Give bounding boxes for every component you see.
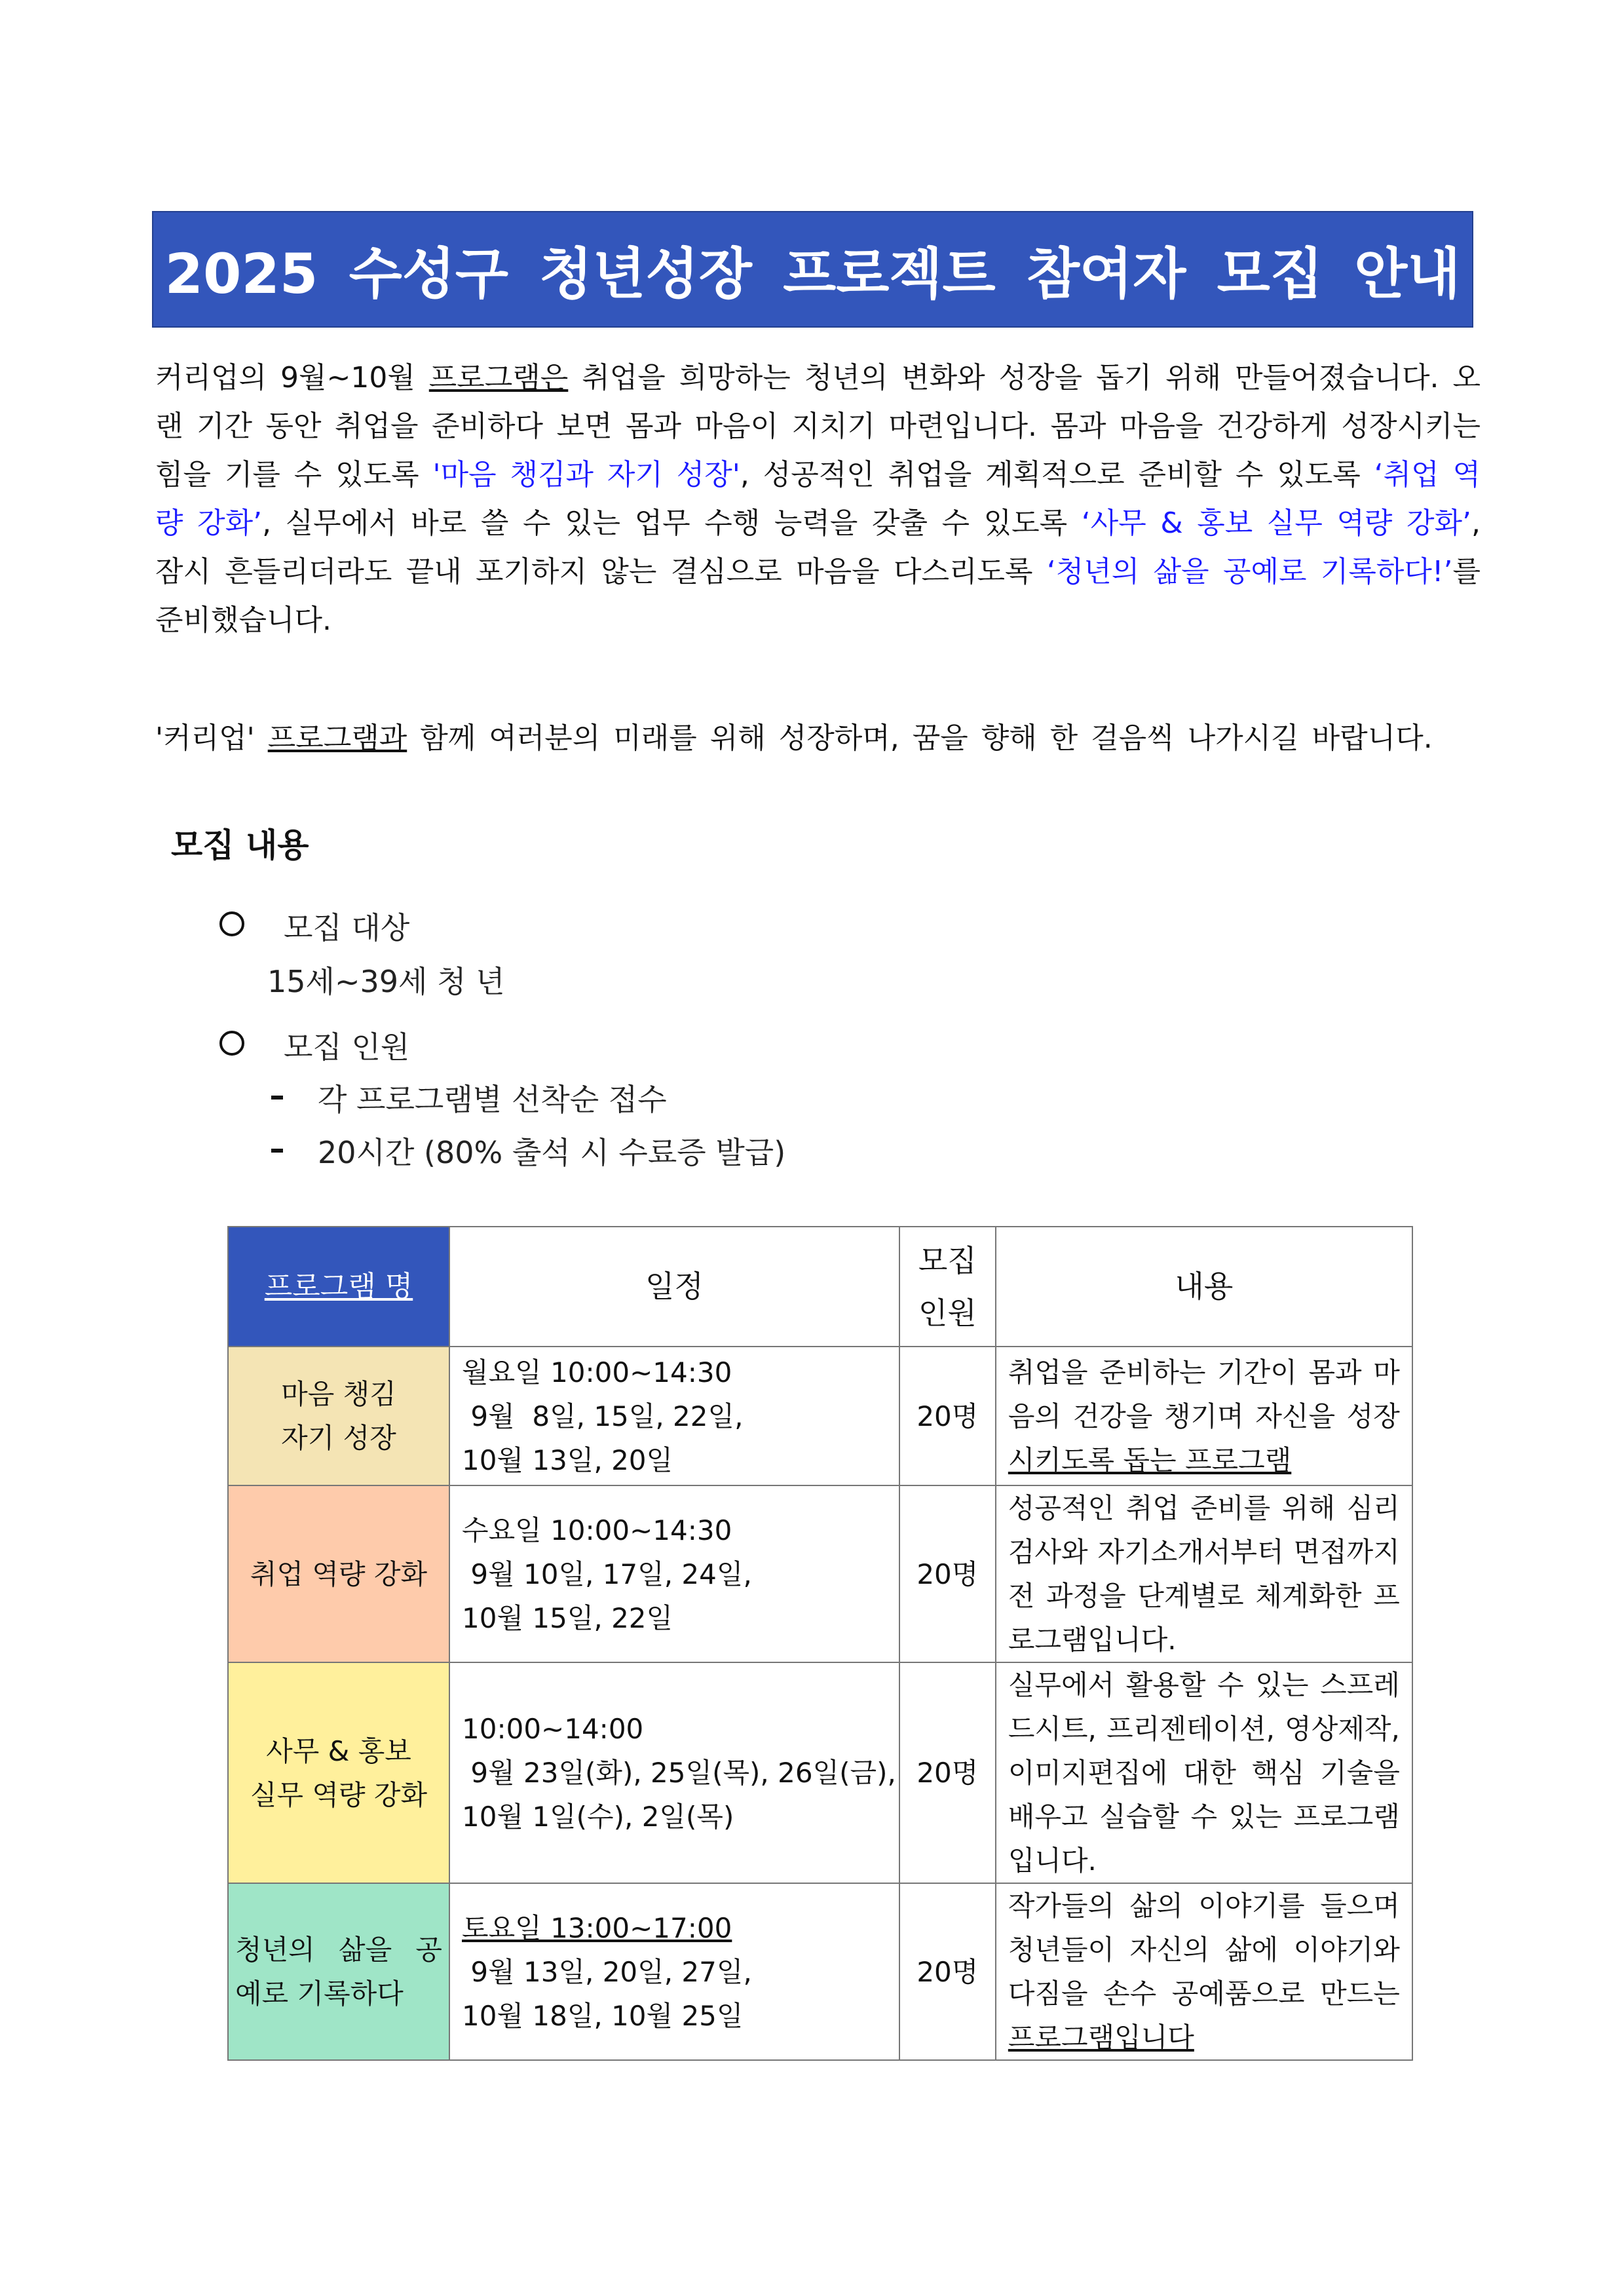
text: 예로 기록하다: [235, 1978, 404, 2010]
text: 로그램입니다.: [1008, 1624, 1177, 1656]
text: 수요일 10:00~14:30: [462, 1514, 732, 1546]
text: , 실무에서 바로 쓸 수 있는 업무 수행 능력을 갖출 수 있도록: [262, 507, 1082, 540]
program-name: 취업 역량 강화: [228, 1485, 449, 1662]
text: 검사와 자기소개서부터 면접까지: [1008, 1536, 1400, 1568]
text: 10월 15일, 22일: [462, 1601, 673, 1634]
text: 드시트, 프리젠테이션, 영상제작,: [1008, 1713, 1400, 1745]
circle-bullet-icon: [219, 1031, 244, 1056]
description: [996, 1883, 1412, 2060]
count: 20명: [899, 1883, 996, 2060]
header-description: 내용: [996, 1227, 1412, 1347]
text: 토요일 13:00~17:00: [462, 1911, 732, 1944]
text: 함께 여러분의 미래를 위해 성장하며, 꿈을 향해 한 걸음씩 나가시길 바랍니다.: [407, 721, 1433, 755]
target-value: 15세~39세 청 년: [267, 964, 505, 999]
text: 작가들의 삶의 이야기를 들으며: [1008, 1890, 1400, 1922]
text: 청년의 삶을 공: [235, 1934, 442, 1966]
text: , 성공적인 취업을 계획적으로 준비할 수 있도록: [740, 458, 1374, 491]
text: '커리업': [155, 721, 268, 755]
table-row: [228, 1883, 1412, 2060]
text: 10월 13일, 20일: [462, 1444, 673, 1476]
count-label: 모집 인원: [284, 1029, 410, 1065]
dash-bullet-icon: [271, 1096, 283, 1100]
page-title: 2025 수성구 청년성장 프로젝트 참여자 모집 안내: [164, 241, 1461, 306]
schedule: [449, 1347, 899, 1485]
count-bullet: 각 프로그램별 선착순 접수: [318, 1082, 667, 1117]
count-bullet: 20시간 (80% 출석 시 수료증 발급): [318, 1135, 786, 1170]
text: 10월 18일, 10월 25일: [462, 1999, 744, 2032]
text: 이미지편집에 대한 핵심 기술을: [1008, 1757, 1400, 1789]
text: 커리업의 9월~10월: [155, 361, 429, 394]
header-count: [899, 1227, 996, 1347]
text: 프로그램은: [428, 361, 569, 394]
text: 청년들이 자신의 삶에 이야기와: [1008, 1934, 1400, 1966]
count: 20명: [899, 1662, 996, 1883]
closing-paragraph: [155, 714, 1481, 763]
text: 9월 23일(화), 25일(목), 26일(금),: [462, 1757, 896, 1789]
table-row: [228, 1347, 1412, 1485]
section-title: 모집 내용: [171, 826, 309, 864]
text: 배우고 실습할 수 있는 프로그램: [1008, 1801, 1400, 1833]
highlight-program-3: ‘사무 & 홍보 실무 역량 강화’: [1081, 507, 1471, 540]
text: 전 과정을 단계별로 체계화한 프: [1008, 1580, 1400, 1612]
program-name: [228, 1347, 449, 1485]
text: 월요일 10:00~14:30: [462, 1356, 732, 1388]
program-name: [228, 1662, 449, 1883]
text: 실무에서 활용할 수 있는 스프레: [1008, 1669, 1400, 1701]
text: 마음 챙김: [281, 1378, 396, 1410]
text: , 잠시 흔들리더라도 끝내 포기하지 않는 결심으로 마음을 다스리도록: [155, 507, 1481, 588]
text: 다짐을 손수 공예품으로 만드는: [1008, 1978, 1400, 2010]
text: 입니다.: [1008, 1845, 1097, 1877]
program-table: [227, 1226, 1413, 2061]
text: 9월 13일, 20일, 27일,: [462, 1955, 752, 1988]
text: 취업을 희망하는 청년의 변화와 성장을 돕기 위해 만들어졌습니다. 오랜 기간 동안 취업을 준비하다 보면 몸과 마음이 지치기 마련입니다. 몸과 마음을 건강하게 성장시키는 힘을 기를 수 있도록: [155, 361, 1481, 491]
title-banner: [152, 211, 1473, 328]
target-label: 모집 대상: [284, 910, 410, 946]
highlight-program-1: '마음 챙김과 자기 성장': [432, 458, 740, 491]
text: 프로그램 명: [264, 1270, 413, 1303]
description: [996, 1485, 1412, 1662]
highlight-program-4: ‘청년의 삶을 공예로 기록하다!’: [1046, 555, 1453, 588]
text: 인원: [918, 1295, 977, 1331]
dash-bullet-icon: [271, 1149, 283, 1153]
text: 자기 성장: [281, 1422, 396, 1454]
header-schedule: 일정: [449, 1227, 899, 1347]
text: 프로그램과: [267, 721, 407, 755]
schedule: [449, 1485, 899, 1662]
text: 10:00~14:00: [462, 1713, 644, 1745]
table-header-row: [228, 1227, 1412, 1347]
text: 음의 건강을 챙기며 자신을 성장: [1008, 1400, 1400, 1432]
text: 성공적인 취업 준비를 위해 심리: [1008, 1492, 1400, 1524]
table-row: [228, 1662, 1412, 1883]
header-program-name: [228, 1227, 449, 1347]
text: 실무 역량 강화: [250, 1778, 428, 1811]
description: [996, 1347, 1412, 1485]
intro-paragraph: [155, 354, 1481, 645]
text: 시키도록 돕는 프로그램: [1008, 1444, 1292, 1476]
count: 20명: [899, 1485, 996, 1662]
text: 취업을 준비하는 기간이 몸과 마: [1008, 1356, 1400, 1388]
highlight-program-2: ‘취업 역량 강화’: [155, 458, 1481, 540]
program-name: [228, 1883, 449, 2060]
schedule: [449, 1662, 899, 1883]
text: 프로그램입니다: [1008, 2021, 1194, 2054]
circle-bullet-icon: [219, 911, 244, 936]
text: 를 준비했습니다.: [155, 555, 1481, 637]
text: 사무 & 홍보: [266, 1734, 411, 1767]
table-row: [228, 1485, 1412, 1662]
count: 20명: [899, 1347, 996, 1485]
text: 10월 1일(수), 2일(목): [462, 1801, 734, 1833]
text: 9월 10일, 17일, 24일,: [462, 1558, 752, 1590]
schedule: [449, 1883, 899, 2060]
text: 9월 8일, 15일, 22일,: [462, 1400, 744, 1432]
text: 모집: [918, 1242, 977, 1278]
description: [996, 1662, 1412, 1883]
